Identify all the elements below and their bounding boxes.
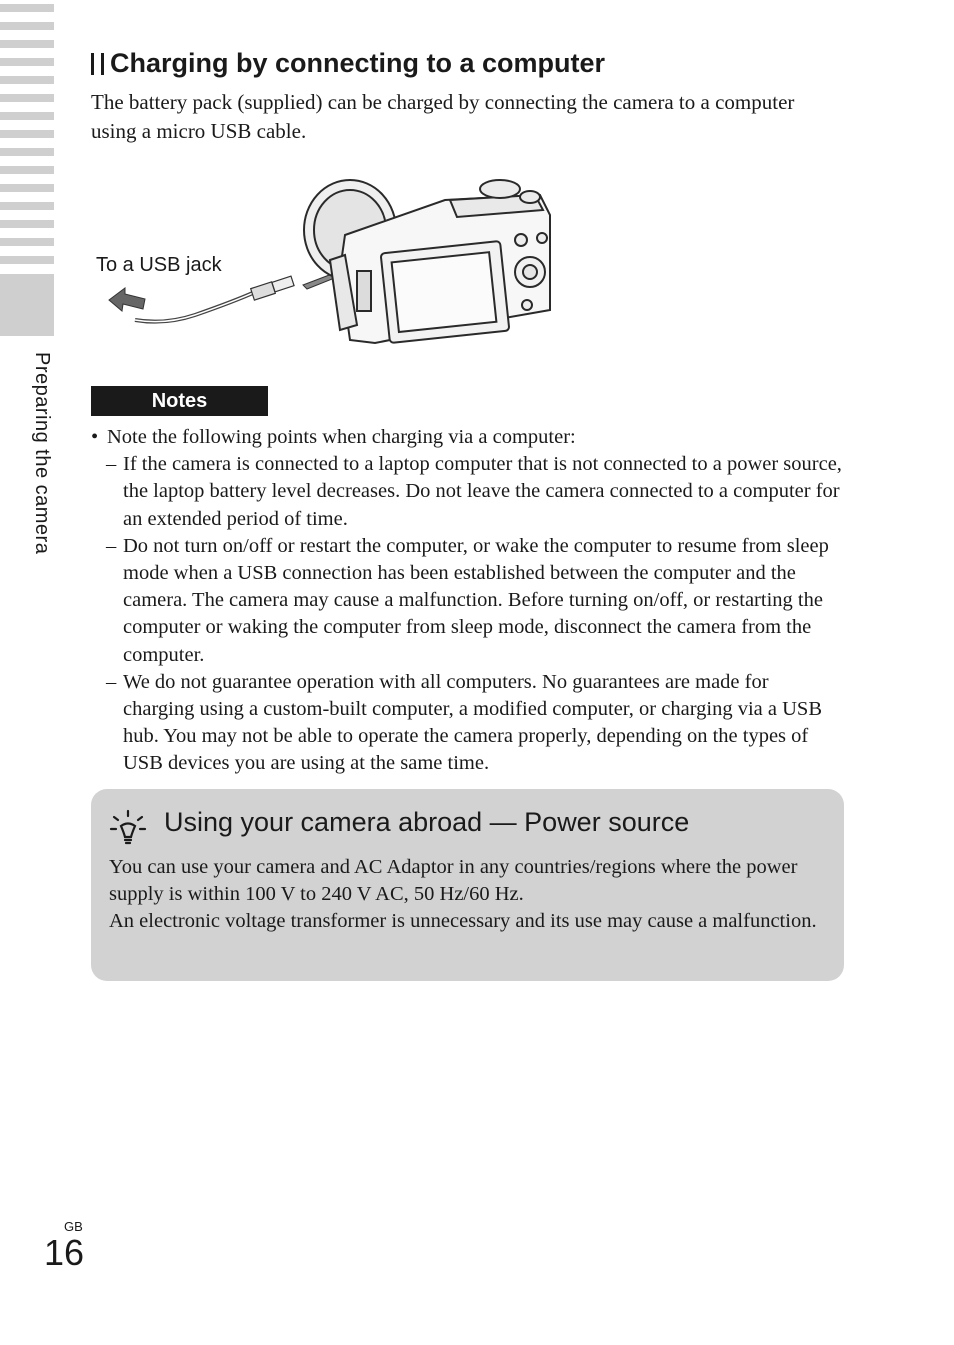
notes-item (91, 669, 843, 778)
camera-usb-illustration (95, 175, 565, 365)
intro-paragraph: The battery pack (supplied) can be charged by connecting the camera to a computer using a micro USB cable. (91, 90, 795, 143)
notes-item (91, 533, 843, 669)
sidebar-stripe (0, 220, 54, 228)
usb-jack-label: To a USB jack (96, 254, 222, 276)
sidebar-stripe (0, 130, 54, 138)
tip-paragraph: An electronic voltage transformer is unnecessary and its use may cause a malfunction. (109, 910, 817, 932)
tip-title: Using your camera abroad — Power source (164, 807, 690, 837)
bullet-mark: • (91, 426, 99, 448)
tip-box (91, 789, 844, 981)
sidebar-stripe (0, 4, 54, 12)
sidebar-stripe (0, 22, 54, 30)
sidebar-stripe (0, 40, 54, 48)
camera-illustration (304, 180, 550, 343)
lightbulb-icon (109, 809, 147, 847)
notes-list (91, 424, 843, 778)
sidebar-stripe (0, 184, 54, 192)
notes-item-text: We do not guarantee operation with all computers. No guarantees are made for charging using a custom-built computer, a modified computer, or charging via a USB hub. You may not be able to operate the camera properly, depending on the types of USB devices you are using at the same time. (123, 670, 823, 775)
sidebar-section-label: Preparing the camera (31, 352, 53, 555)
sidebar-stripe (0, 112, 54, 120)
sidebar-stripe (0, 166, 54, 174)
notes-bullet-text: Note the following points when charging via a computer: (107, 426, 576, 448)
notes-badge: Notes (91, 386, 268, 416)
dash-mark: – (106, 453, 117, 476)
page-region-label: GB (64, 1219, 83, 1234)
dash-mark: – (106, 534, 117, 557)
sidebar-stripe (0, 202, 54, 210)
sidebar-stripe (0, 148, 54, 156)
sidebar-current-section-marker (0, 274, 54, 336)
notes-item-text: If the camera is connected to a laptop computer that is not connected to a power source, the laptop battery level decreases. Do not leave the camera connected to a computer for an extended period of time. (123, 453, 842, 530)
sidebar-stripe (0, 238, 54, 246)
notes-item-text: Do not turn on/off or restart the computer, or wake the computer to resume from sleep mode when a USB connection has been established between the computer and the camera. The camera may cause a malfunction. Before turning on/off, or restarting the computer or waking the computer from sleep mode, disconnect the camera from the computer. (123, 534, 829, 666)
heading-marker-icon (91, 53, 104, 75)
sidebar-stripe (0, 58, 54, 66)
tip-body (109, 854, 829, 935)
arrow-icon (109, 288, 145, 311)
sidebar-stripe (0, 76, 54, 84)
sidebar-stripe (0, 256, 54, 264)
notes-bullet (91, 424, 843, 451)
notes-item (91, 451, 843, 533)
page-number: 16 (44, 1232, 85, 1273)
tip-paragraph: You can use your camera and AC Adaptor in any countries/regions where the power supply is within 100 V to 240 V AC, 50 Hz/60 Hz. (109, 856, 798, 905)
dash-mark: – (106, 670, 117, 693)
section-heading-text: Charging by connecting to a computer (110, 48, 606, 78)
section-heading (91, 48, 605, 79)
sidebar-stripe (0, 94, 54, 102)
